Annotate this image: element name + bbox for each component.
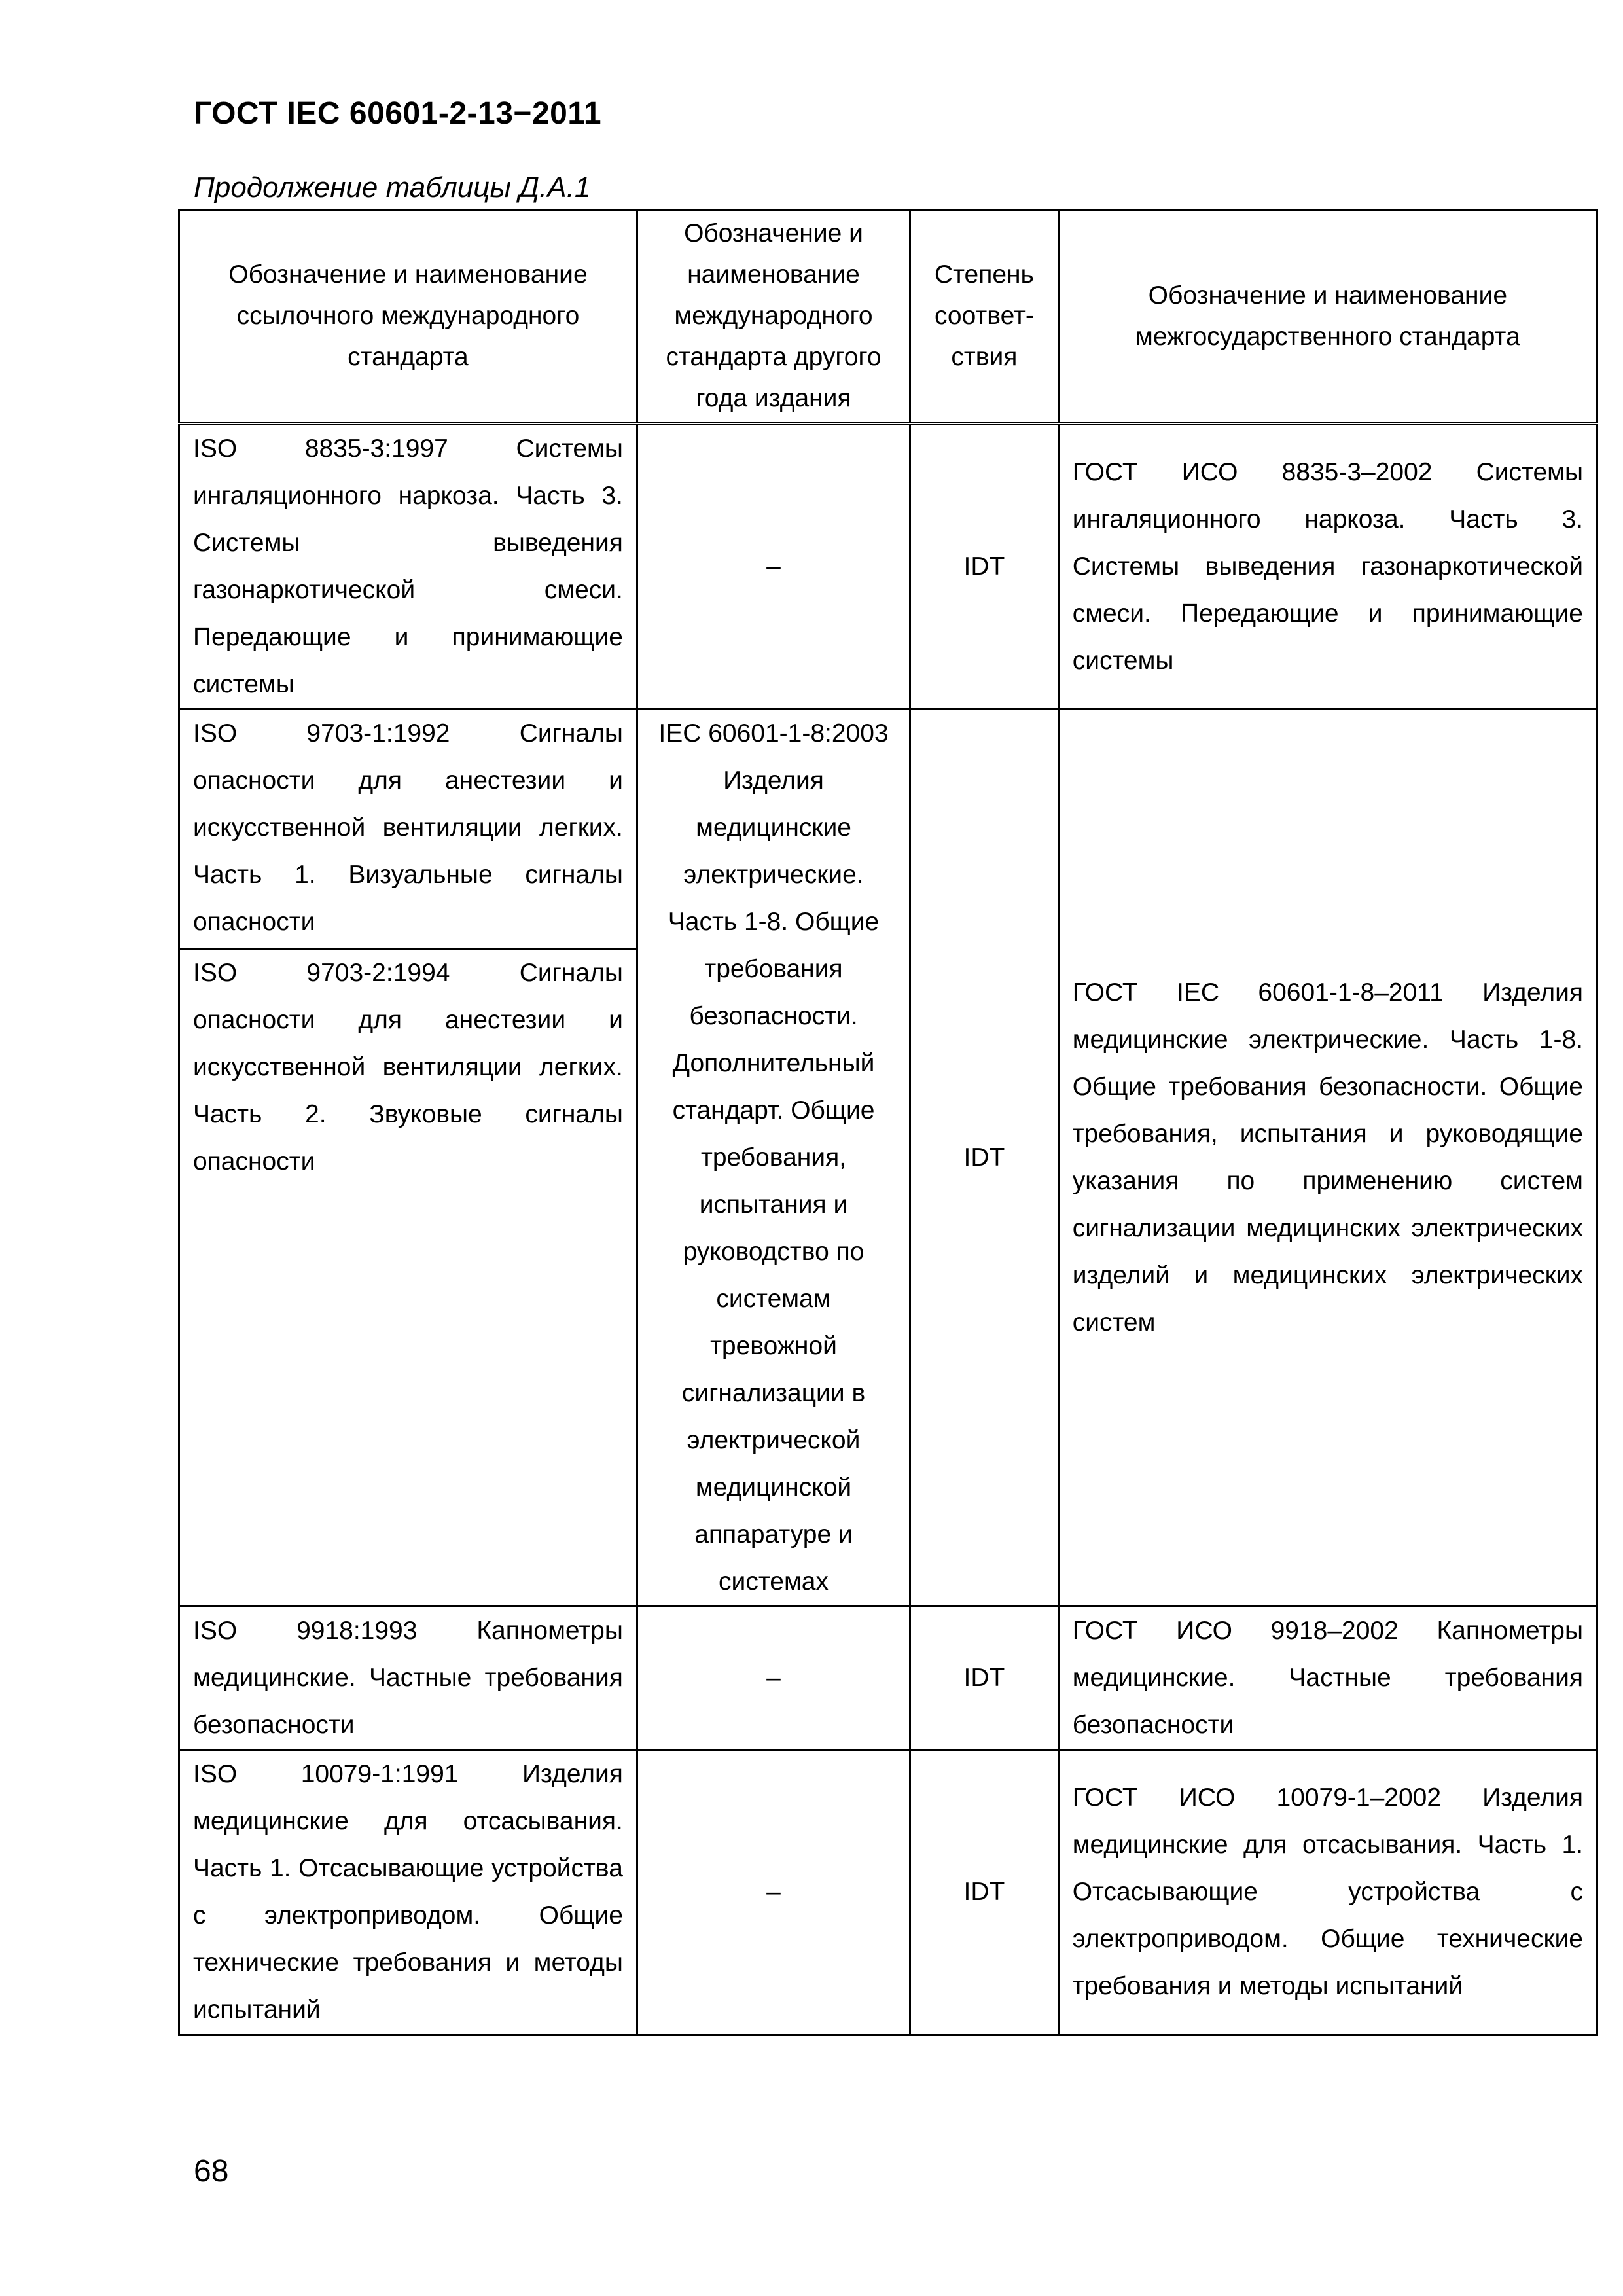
standards-table <box>178 209 1598 2036</box>
cell-degree: IDT <box>910 1607 1059 1750</box>
table-row <box>179 709 1597 949</box>
header-interstate-standard: Обозначение и наименование межгосударственного стандарта <box>1058 211 1597 424</box>
header-row <box>179 211 1597 424</box>
cell-ref-standard: ISO 8835-3:1997 Системы ингаляционного наркоза. Часть 3. Системы выведения газонаркотической смеси. Передающие и принимающие системы <box>179 423 637 709</box>
table-row <box>179 1607 1597 1750</box>
cell-ref-standard: ISO 9703-1:1992 Сигналы опасности для анестезии и искусственной вентиляции легких. Часть 1. Визуальные сигналы опасности <box>179 709 637 949</box>
cell-degree: IDT <box>910 709 1059 1607</box>
cell-ref-standard: ISO 9918:1993 Капнометры медицинские. Частные требования безопасности <box>179 1607 637 1750</box>
cell-interstate-standard: ГОСТ ИСО 9918–2002 Капнометры медицинские. Частные требования безопасности <box>1058 1607 1597 1750</box>
table-header <box>179 211 1597 424</box>
table-row <box>179 1750 1597 2035</box>
table-body <box>179 423 1597 2035</box>
table-caption: Продолжение таблицы Д.А.1 <box>194 171 591 204</box>
cell-ref-standard: ISO 10079-1:1991 Изделия медицинские для отсасывания. Часть 1. Отсасывающие устройства с электроприводом. Общие технические требования и методы испытаний <box>179 1750 637 2035</box>
table-row <box>179 423 1597 709</box>
cell-other-year-standard: – <box>637 1607 910 1750</box>
cell-interstate-standard: ГОСТ IEC 60601-1-8–2011 Изделия медицинские электрические. Часть 1-8. Общие требования безопасности. Общие требования, испытания и руководящие указания по применению систем сигнализации медицинских электрических изделий и медицинских электрических систем <box>1058 709 1597 1607</box>
cell-ref-standard: ISO 9703-2:1994 Сигналы опасности для анестезии и искусственной вентиляции легких. Часть 2. Звуковые сигналы опасности <box>179 948 637 1606</box>
cell-interstate-standard: ГОСТ ИСО 10079-1–2002 Изделия медицинские для отсасывания. Часть 1. Отсасывающие устройства с электроприводом. Общие технические требования и методы испытаний <box>1058 1750 1597 2035</box>
header-ref-standard: Обозначение и наименование ссылочного международного стандарта <box>179 211 637 424</box>
header-other-year-standard: Обозначение и наименование международного стандарта другого года издания <box>637 211 910 424</box>
cell-interstate-standard: ГОСТ ИСО 8835-3–2002 Системы ингаляционного наркоза. Часть 3. Системы выведения газонаркотической смеси. Передающие и принимающие системы <box>1058 423 1597 709</box>
page-number: 68 <box>194 2154 229 2189</box>
cell-degree: IDT <box>910 1750 1059 2035</box>
cell-other-year-standard: – <box>637 423 910 709</box>
cell-other-year-standard: IEC 60601-1-8:2003 Изделия медицинские электрические. Часть 1-8. Общие требования безопасности. Дополнительный стандарт. Общие требования, испытания и руководство по системам тревожной сигнализации в электрической медицинской аппаратуре и системах <box>637 709 910 1607</box>
header-degree: Степень соответ-ствия <box>910 211 1059 424</box>
document-header-title: ГОСТ IEC 60601-2-13−2011 <box>194 96 602 131</box>
cell-degree: IDT <box>910 423 1059 709</box>
cell-other-year-standard: – <box>637 1750 910 2035</box>
